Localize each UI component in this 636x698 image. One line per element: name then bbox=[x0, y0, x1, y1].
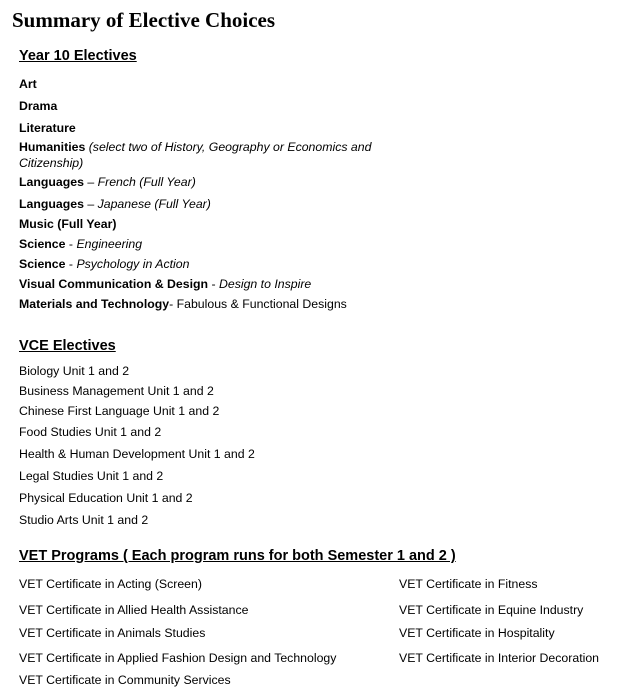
vet-item: VET Certificate in Applied Fashion Design and Technology bbox=[19, 651, 337, 665]
vet-item: VET Certificate in Equine Industry bbox=[399, 603, 584, 617]
item-name: Languages bbox=[19, 175, 84, 189]
item-separator: - bbox=[208, 277, 219, 291]
year10-item bbox=[19, 276, 311, 292]
vet-item: VET Certificate in Fitness bbox=[399, 577, 538, 591]
vet-item: VET Certificate in Interior Decoration bbox=[399, 651, 600, 665]
vet-item: VET Certificate in Hospitality bbox=[399, 626, 555, 640]
year10-item bbox=[19, 236, 142, 252]
item-separator: – bbox=[83, 197, 98, 211]
year10-item bbox=[19, 296, 347, 312]
year10-item bbox=[19, 98, 57, 114]
item-name: Materials and Technology bbox=[19, 297, 170, 311]
item-name: Art bbox=[19, 77, 37, 91]
item-name: Science bbox=[19, 257, 66, 271]
year10-item bbox=[19, 174, 196, 190]
vet-item: VET Certificate in Community Services bbox=[19, 673, 231, 687]
vet-item: VET Certificate in Animals Studies bbox=[19, 626, 206, 640]
vce-item: Legal Studies Unit 1 and 2 bbox=[19, 469, 164, 483]
item-note: French (Full Year) bbox=[97, 175, 196, 189]
item-separator: - bbox=[65, 257, 77, 271]
year10-item bbox=[19, 120, 76, 136]
year10-item bbox=[19, 139, 379, 171]
item-separator: - bbox=[65, 237, 77, 251]
vce-heading: VCE Electives bbox=[19, 338, 116, 354]
vce-item: Health & Human Development Unit 1 and 2 bbox=[19, 447, 255, 461]
vce-item: Business Management Unit 1 and 2 bbox=[19, 384, 214, 398]
item-name: Humanities bbox=[19, 140, 86, 154]
vet-heading: VET Programs ( Each program runs for both Semester 1 and 2 ) bbox=[19, 548, 456, 564]
item-note: Engineering bbox=[76, 237, 143, 251]
vet-item: VET Certificate in Acting (Screen) bbox=[19, 577, 202, 591]
item-note: Japanese (Full Year) bbox=[97, 197, 211, 211]
year10-item bbox=[19, 196, 211, 212]
item-name: Drama bbox=[19, 99, 58, 113]
vet-item: VET Certificate in Allied Health Assistance bbox=[19, 603, 249, 617]
vce-item: Physical Education Unit 1 and 2 bbox=[19, 491, 193, 505]
item-name: Literature bbox=[19, 121, 76, 135]
year10-heading: Year 10 Electives bbox=[19, 48, 137, 64]
item-note: Psychology in Action bbox=[76, 257, 190, 271]
year10-item bbox=[19, 256, 189, 272]
vce-item: Biology Unit 1 and 2 bbox=[19, 364, 130, 378]
page-title: Summary of Elective Choices bbox=[12, 8, 276, 32]
item-name: Music (Full Year) bbox=[19, 217, 117, 231]
item-note: (select two of History, Geography or Economics and Citizenship) bbox=[19, 140, 372, 170]
vce-item: Chinese First Language Unit 1 and 2 bbox=[19, 404, 220, 418]
item-name: Languages bbox=[19, 197, 84, 211]
item-name: Science bbox=[19, 237, 66, 251]
item-separator: – bbox=[83, 175, 98, 189]
item-description: - Fabulous & Functional Designs bbox=[169, 297, 347, 311]
year10-item bbox=[19, 76, 37, 92]
vce-item: Food Studies Unit 1 and 2 bbox=[19, 425, 162, 439]
item-name: Visual Communication & Design bbox=[19, 277, 209, 291]
year10-item bbox=[19, 216, 117, 232]
vce-item: Studio Arts Unit 1 and 2 bbox=[19, 513, 149, 527]
item-note: Design to Inspire bbox=[218, 277, 312, 291]
